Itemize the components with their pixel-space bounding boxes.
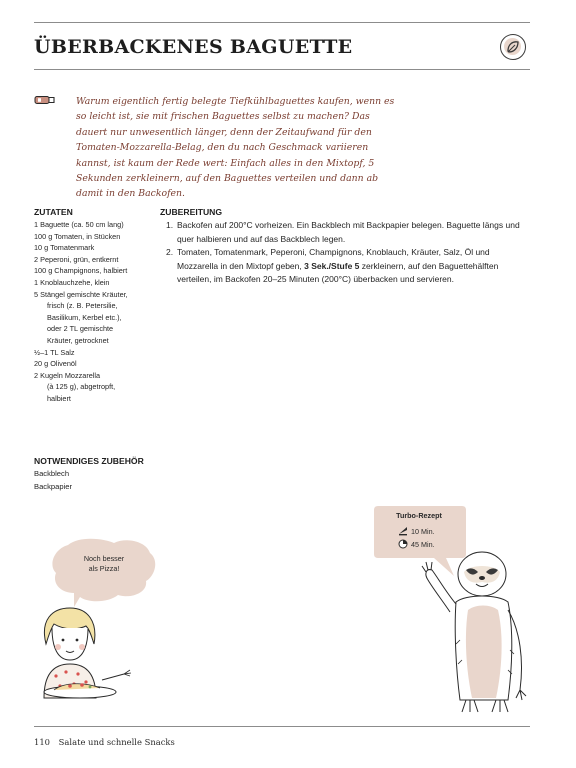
ingredients-heading: ZUTATEN xyxy=(34,207,73,217)
footer-rule xyxy=(34,726,530,727)
sloth-illustration xyxy=(420,540,530,720)
ingredient-line: (à 125 g), abgetropft, xyxy=(47,382,116,392)
clock-icon xyxy=(398,539,408,549)
step-number: 1. xyxy=(166,220,174,230)
ingredient-line: 10 g Tomatenmark xyxy=(34,243,95,253)
step-text: zerkleinern, auf den Baguettehälften verteilen, im Backofen 20–25 Minuten (200°C) überbacken und servieren. xyxy=(177,260,499,285)
step-setting: 3 Sek./Stufe 5 xyxy=(304,260,360,271)
top-rule xyxy=(34,22,530,23)
preparation-step-1 xyxy=(160,219,530,246)
girl-eating-illustration xyxy=(30,600,142,710)
total-time: 45 Min. xyxy=(411,539,435,549)
leaf-badge-icon xyxy=(500,34,526,60)
prep-time-row xyxy=(398,526,435,536)
ingredient-line: 2 Peperoni, grün, entkernt xyxy=(34,254,119,264)
accessories-list xyxy=(34,468,72,494)
recipe-title: ÜBERBACKENES BAGUETTE xyxy=(34,36,353,58)
ingredient-line: ½–1 TL Salz xyxy=(34,347,75,357)
ingredient-line: Kräuter, getrocknet xyxy=(47,335,109,345)
ingredient-line: Basilikum, Kerbel etc.), xyxy=(47,312,122,322)
ingredient-line: 1 Baguette (ca. 50 cm lang) xyxy=(34,220,124,229)
page-number: 110 xyxy=(34,737,50,747)
ingredient-line: oder 2 TL gemischte xyxy=(47,324,114,334)
intro-text: Warum eigentlich fertig belegte Tiefkühlbaguettes kaufen, wenn es so leicht ist, sie mit frischen Baguettes selbst zu machen? Das dauert nur unwesentlich länger, denn der Zeitaufwand für den Tomaten-Mozzarella-Belag, den du nach Geschmack variieren kannst, ist kaum der Rede wert: Einfach alles in den Mixtopf, 5 Sekunden zerkleinern, auf den Baguettes verteilen und dann ab damit in den Backofen. xyxy=(76,96,395,200)
preparation-heading: ZUBEREITUNG xyxy=(160,207,223,217)
preparation-steps xyxy=(160,219,530,287)
preparation-step-2 xyxy=(160,246,530,287)
section-name: Salate und schnelle Snacks xyxy=(58,737,175,747)
ingredients-list xyxy=(34,219,164,405)
prep-time: 10 Min. xyxy=(411,526,435,536)
speech-line: als Pizza! xyxy=(88,564,120,573)
step-number: 2. xyxy=(166,247,174,258)
ingredient-line: 1 Knoblauchzehe, klein xyxy=(34,277,110,287)
turbo-title: Turbo-Rezept xyxy=(396,511,442,520)
ingredient-line: 20 g Olivenöl xyxy=(34,359,77,369)
accessory-item: Backpapier xyxy=(34,481,72,491)
ingredient-line: 2 Kugeln Mozzarella xyxy=(34,370,101,380)
accessories-heading: NOTWENDIGES ZUBEHÖR xyxy=(34,456,144,466)
speech-bubble-text xyxy=(62,554,146,574)
step-text: Backofen auf 200°C vorheizen. Ein Backblech mit Backpapier belegen. Baguette längs und quer halbieren und auf das Backblech legen. xyxy=(177,220,520,244)
accessory-item: Backblech xyxy=(34,469,70,478)
knife-icon xyxy=(398,526,408,536)
ingredient-line: 5 Stängel gemischte Kräuter, xyxy=(34,289,128,299)
page-footer xyxy=(34,737,175,747)
ingredient-line: 100 g Tomaten, in Stücken xyxy=(34,231,121,241)
speech-line: Noch besser xyxy=(83,554,125,563)
ingredient-line: 100 g Champignons, halbiert xyxy=(34,266,128,276)
title-rule xyxy=(34,69,530,70)
ingredient-line: halbiert xyxy=(47,393,71,403)
ingredient-line: frisch (z. B. Petersilie, xyxy=(47,301,118,311)
step-text: Tomaten, Tomatenmark, Peperoni, Champignons, Knoblauch, Kräuter, Salz, Öl und Mozzarella in den Mixtopf geben, xyxy=(177,247,490,271)
thermomix-jar-icon xyxy=(34,95,56,105)
